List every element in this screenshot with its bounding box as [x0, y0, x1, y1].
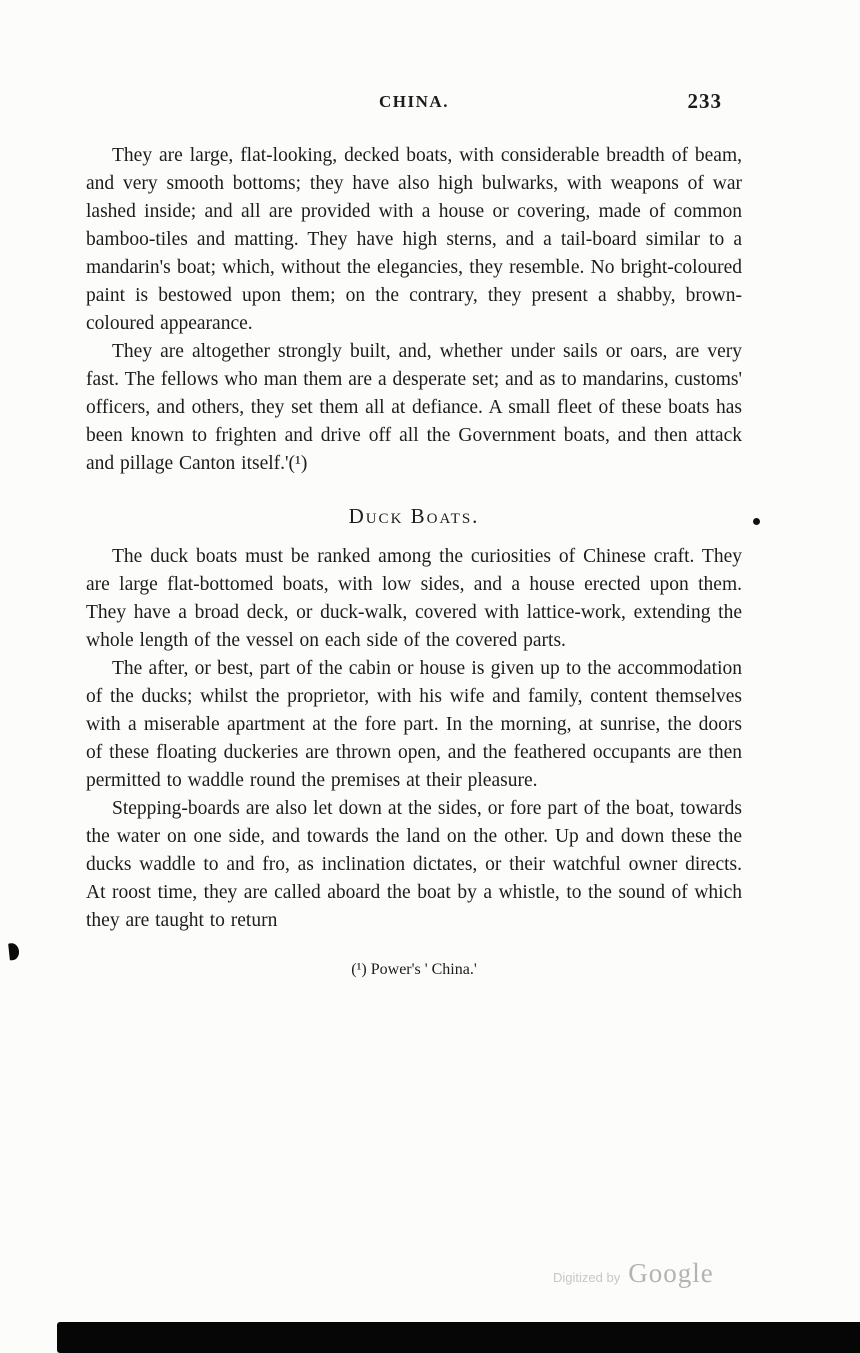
page-header: [86, 89, 742, 126]
paragraph-1: They are large, flat-looking, decked boats, with considerable breadth of beam, and very smooth bottoms; they have also high bulwarks, with weapons of war lashed inside; and all are provided with a house or covering, made of common bamboo-tiles and matting. They have high sterns, and a tail-board similar to a mandarin's boat; which, without the elegancies, they resemble. No bright-coloured paint is bestowed upon them; on the contrary, they present a shabby, brown-coloured appearance.: [86, 145, 742, 334]
scan-speck-right: [753, 518, 760, 525]
text-block: [86, 89, 742, 979]
scan-speck-left: [8, 943, 20, 961]
footnote: (¹) Power's ' China.': [351, 961, 477, 978]
watermark-prefix-label: Digitized by: [553, 1270, 621, 1285]
google-logo: Google: [628, 1258, 714, 1288]
paragraph-5: Stepping-boards are also let down at the sides, or fore part of the boat, towards the water on one side, and towards the land on the other. Up and down these the ducks waddle to and fro, as inclination dictates, or their watchful owner directs. At roost time, they are called aboard the boat by a whistle, to the sound of which they are taught to return: [86, 798, 742, 931]
paragraph-2: They are altogether strongly built, and, whether under sails or oars, are very fast. The fellows who man them are a desperate set; and as to mandarins, customs' officers, and others, they set them all at defiance. A small fleet of these boats has been known to frighten and drive off all the Government boats, and then attack and pillage Canton itself.'(¹): [86, 341, 742, 474]
page-title: CHINA.: [379, 92, 449, 111]
paragraph-3: The duck boats must be ranked among the curiosities of Chinese craft. They are large flat-bottomed boats, with low sides, and a house erected upon them. They have a broad deck, or duck-walk, covered with lattice-work, extending the whole length of the vessel on each side of the covered parts.: [86, 546, 742, 651]
page-number: 233: [687, 89, 722, 113]
scan-edge-bar: [57, 1322, 860, 1353]
digitized-by-watermark: [553, 1258, 714, 1289]
section-heading: Duck Boats.: [348, 504, 480, 528]
paragraph-4: The after, or best, part of the cabin or house is given up to the accommodation of the ducks; whilst the proprietor, with his wife and family, content themselves with a miserable apartment at the fore part. In the morning, at sunrise, the doors of these floating duckeries are thrown open, and the feathered occupants are then permitted to waddle round the premises at their pleasure.: [86, 658, 742, 791]
